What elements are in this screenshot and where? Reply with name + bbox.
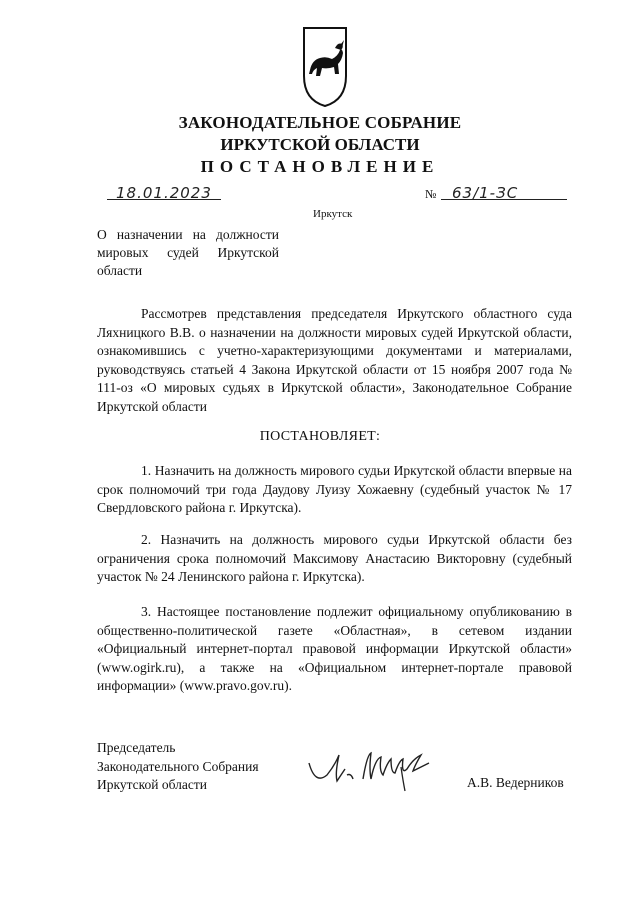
signatory-line-3: Иркутской области <box>97 777 208 792</box>
item-3: 3. Настоящее постановление подлежит официальному опубликованию в общественно-политической газете «Областная», в сетевом издании «Официальный интернет-портал правовой информации Иркутской области» (www.ogirk.ru), а также на «Официальном интернет-портале правовой информации» (www.pravo.gov.ru). <box>97 604 572 693</box>
item-1: 1. Назначить на должность мирового судьи Иркутской области впервые на срок полномочий три года Даудову Луизу Хожаевну (судебный участок № 17 Свердловского района г. Иркутска). <box>97 463 572 515</box>
number-label: № <box>425 187 437 201</box>
number-underline <box>441 199 567 200</box>
handwritten-signature-icon <box>305 745 435 795</box>
irkutsk-coat-of-arms-icon <box>302 26 348 108</box>
organization-name: ЗАКОНОДАТЕЛЬНОЕ СОБРАНИЕ <box>178 113 462 132</box>
preamble: Рассмотрев представления председателя Иркутского областного суда Ляхницкого В.В. о назначении на должности мировых судей Иркутской области, ознакомившись с учетно-характеризующими документами и материалами, руководствуясь статьей 4 Закона Иркутской области от 15 ноября 2007 года № 111-оз «О мировых судьях в Иркутской области», Законодательное Собрание Иркутской области <box>97 306 572 414</box>
document-type: ПОСТАНОВЛЕНИЕ <box>200 157 440 176</box>
date-underline <box>107 199 221 200</box>
document-number: 63/1-ЗС <box>452 184 519 202</box>
resolves-heading: ПОСТАНОВЛЯЕТ: <box>259 429 381 444</box>
document-subject: О назначении на должности мировых судей Иркутской области <box>97 227 279 278</box>
city: Иркутск <box>313 208 353 220</box>
document-date: 18.01.2023 <box>116 184 212 202</box>
signatory-line-2: Законодательного Собрания <box>97 758 259 774</box>
signatory-title <box>97 739 259 795</box>
item-2: 2. Назначить на должность мирового судьи Иркутской области без ограничения срока полномочий Максимову Анастасию Викторовну (судебный участок № 24 Ленинского района г. Иркутска). <box>97 532 572 584</box>
signatory-line-1: Председатель <box>97 740 176 755</box>
signatory-name: А.В. Ведерников <box>467 775 564 790</box>
organization-region: ИРКУТСКОЙ ОБЛАСТИ <box>220 135 420 154</box>
